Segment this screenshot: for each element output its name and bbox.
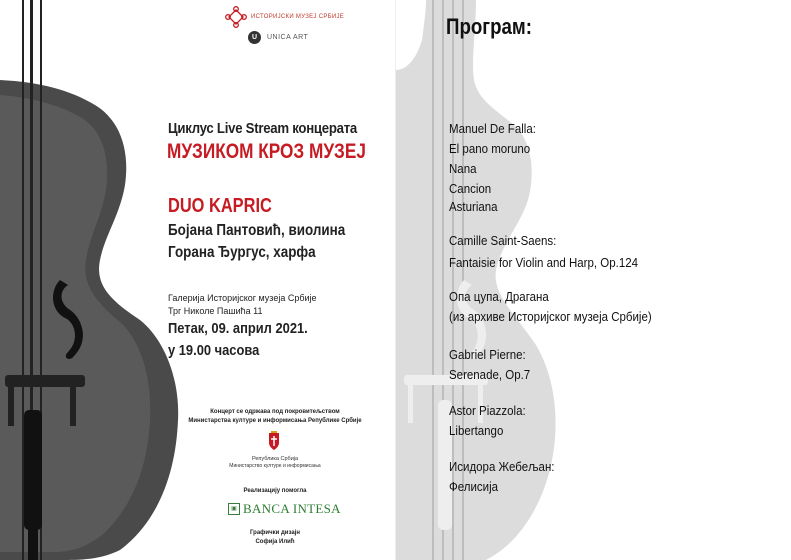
event-time: у 19.00 часова: [168, 342, 260, 359]
unica-art-logo: [248, 31, 308, 44]
program-line: Camille Saint-Saens:: [449, 234, 557, 248]
program-line: Astor Piazzola:: [449, 404, 526, 418]
patronage-line-2: Министарства културе и информисања Републике Србије: [188, 418, 362, 424]
venue-name: Галерија Историјског музеја Србије: [168, 293, 317, 303]
ensemble-name: DUO KAPRIC: [168, 195, 272, 217]
program-line: (из архиве Историјског музеја Србије): [449, 310, 652, 324]
museum-name: ИСТОРИЈСКИ МУЗЕЈ СРБИЈЕ: [251, 14, 345, 20]
performer-violin: Бојана Пантовић, виолина: [168, 222, 346, 239]
program-line: Nana: [449, 162, 477, 176]
bank-name: BANCA INTESA: [243, 501, 341, 516]
program-line: Manuel De Falla:: [449, 122, 536, 136]
unica-name: UNICA ART: [267, 34, 309, 41]
ministry-name: Министарство културе и информисања: [229, 463, 321, 469]
program-line: Libertango: [449, 424, 504, 438]
program-line: Gabriel Pierne:: [449, 348, 526, 362]
page-divider: [395, 0, 396, 560]
program-line: Фелисија: [449, 480, 499, 494]
design-label: Графички дизајн: [250, 530, 300, 536]
program-line: El pano moruno: [449, 142, 531, 156]
violin-illustration-light: [396, 0, 576, 560]
program-heading: Програм:: [446, 14, 532, 39]
program-line: Исидора Жебељан:: [449, 460, 555, 474]
republic-name: Република Србија: [251, 456, 299, 462]
support-label: Реализацију помогла: [243, 488, 307, 494]
coat-of-arms-icon: [266, 431, 282, 451]
program-line: Asturiana: [449, 200, 498, 214]
program-line: Опа цупа, Драгана: [449, 290, 549, 304]
bank-logo: [228, 501, 341, 517]
museum-logo: [225, 6, 344, 28]
bank-emblem-icon: ▣: [228, 503, 240, 515]
designer-name: Софија Илић: [255, 539, 295, 545]
event-cycle: Циклус Live Stream концерата: [168, 120, 358, 137]
program-line: Serenade, Op.7: [449, 368, 531, 382]
performer-harp: Горана Ђургус, харфа: [168, 244, 316, 261]
knot-emblem-icon: [225, 6, 247, 28]
unica-mark-icon: U: [248, 31, 261, 44]
patronage-line-1: Концерт се одржава под покровитељством: [210, 409, 340, 415]
program-line: Cancion: [449, 182, 492, 196]
violin-illustration-dark: [0, 0, 200, 560]
event-date: Петак, 09. април 2021.: [168, 320, 308, 337]
venue-address: Трг Николе Пашића 11: [168, 306, 263, 316]
event-title: МУЗИКОМ КРОЗ МУЗЕЈ: [167, 140, 366, 163]
program-line: Fantaisie for Violin and Harp, Op.124: [449, 256, 639, 270]
